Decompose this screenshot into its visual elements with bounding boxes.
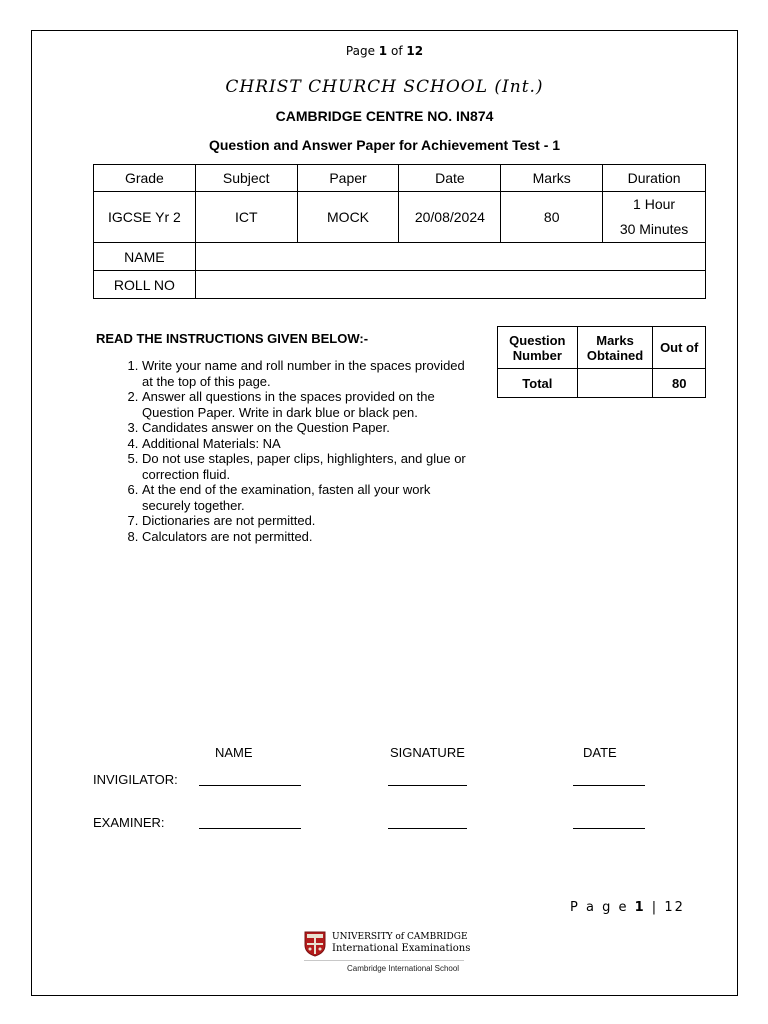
total-out-of: 80	[653, 369, 706, 398]
instruction-item: 4. Additional Materials: NA	[142, 436, 468, 452]
roll-field[interactable]	[195, 271, 705, 299]
footer-page-number: P a g e 1 | 12	[570, 900, 685, 915]
header-marks: Marks	[501, 165, 603, 192]
header-question-number: Question Number	[498, 327, 578, 369]
centre-number: CAMBRIDGE CENTRE NO. IN874	[275, 108, 494, 124]
logo-examinations: International Examinations	[332, 943, 471, 954]
signature-signature-header: SIGNATURE	[390, 745, 465, 760]
duration-hours: 1 Hour	[633, 196, 676, 212]
top-page-number: Page 1 of 12	[345, 44, 424, 58]
instruction-item: 2. Answer all questions in the spaces provided on the Question Paper. Write in dark blue or black pen.	[142, 389, 468, 420]
examiner-label: EXAMINER:	[93, 815, 165, 830]
invigilator-date-line[interactable]	[573, 785, 645, 786]
header-out-of: Out of	[653, 327, 706, 369]
instruction-item: 3. Candidates answer on the Question Paper.	[142, 420, 468, 436]
value-subject: ICT	[195, 192, 297, 243]
value-date: 20/08/2024	[399, 192, 501, 243]
header-subject: Subject	[195, 165, 297, 192]
cambridge-logo	[304, 931, 474, 979]
examiner-signature-line[interactable]	[388, 828, 467, 829]
total-obtained-field[interactable]	[577, 369, 653, 398]
instruction-item: 5. Do not use staples, paper clips, highlighters, and glue or correction fluid.	[142, 451, 468, 482]
total-label: Total	[498, 369, 578, 398]
invigilator-label: INVIGILATOR:	[93, 772, 178, 787]
name-field[interactable]	[195, 243, 705, 271]
instruction-item: 8. Calculators are not permitted.	[142, 529, 468, 545]
value-duration	[603, 192, 706, 243]
header-grade: Grade	[94, 165, 196, 192]
examiner-name-line[interactable]	[199, 828, 301, 829]
cambridge-crest-icon	[304, 931, 326, 957]
signature-date-header: DATE	[583, 745, 617, 760]
logo-school-name: Cambridge International School	[347, 964, 460, 973]
value-marks: 80	[501, 192, 603, 243]
header-paper: Paper	[297, 165, 399, 192]
invigilator-signature-line[interactable]	[388, 785, 467, 786]
examiner-date-line[interactable]	[573, 828, 645, 829]
exam-info-table	[93, 164, 706, 299]
marks-summary-table	[497, 326, 706, 398]
name-label: NAME	[94, 243, 196, 271]
value-paper: MOCK	[297, 192, 399, 243]
header-duration: Duration	[603, 165, 706, 192]
logo-divider	[304, 960, 464, 961]
school-name: CHRIST CHURCH SCHOOL (Int.)	[225, 77, 544, 97]
page-frame	[31, 30, 738, 996]
header-marks-obtained: Marks Obtained	[577, 327, 653, 369]
logo-university-name: UNIVERSITY of CAMBRIDGE	[332, 932, 468, 942]
instructions-list	[118, 358, 468, 544]
header-date: Date	[399, 165, 501, 192]
duration-minutes: 30 Minutes	[619, 221, 689, 237]
instruction-item: 6. At the end of the examination, fasten all your work securely together.	[142, 482, 468, 513]
signature-name-header: NAME	[215, 745, 253, 760]
roll-label: ROLL NO	[94, 271, 196, 299]
invigilator-name-line[interactable]	[199, 785, 301, 786]
value-grade: IGCSE Yr 2	[94, 192, 196, 243]
instruction-item: 7. Dictionaries are not permitted.	[142, 513, 468, 529]
instructions-heading: READ THE INSTRUCTIONS GIVEN BELOW:-	[96, 331, 369, 346]
paper-title: Question and Answer Paper for Achievement Test - 1	[208, 137, 561, 153]
instruction-item: 1. Write your name and roll number in the spaces provided at the top of this page.	[142, 358, 468, 389]
